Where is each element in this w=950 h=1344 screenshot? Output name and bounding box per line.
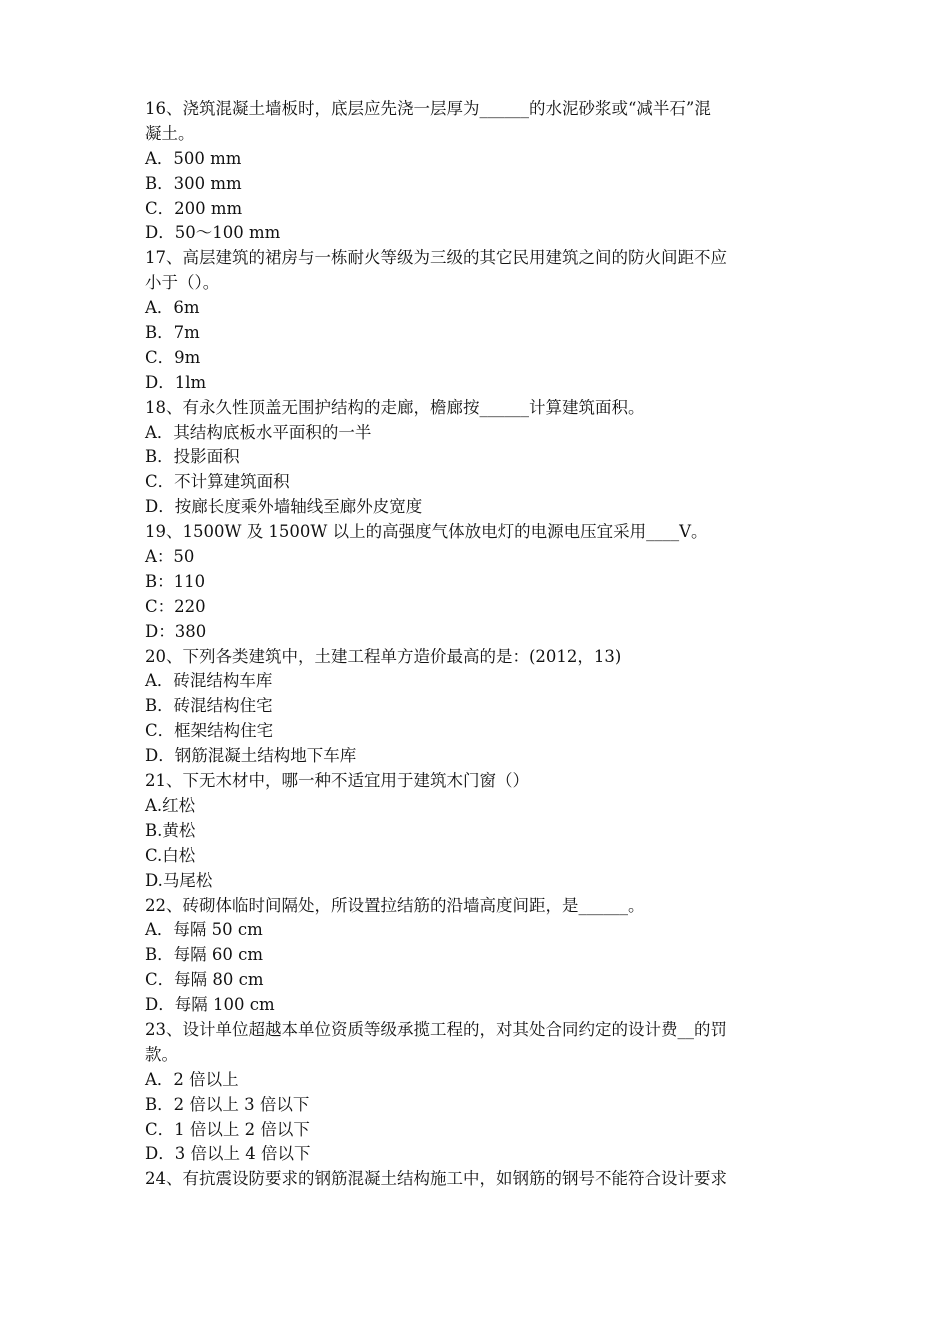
text-line: B.黄松 [145,820,196,840]
text-line: D.马尾松 [145,870,213,890]
text-line: 款。 [145,1044,178,1064]
text-line: A．500 mm [145,148,242,168]
text-line: C．200 mm [145,198,243,218]
document-page [145,97,815,1192]
text-line: C．1 倍以上 2 倍以下 [145,1119,310,1139]
text-line: C．9m [145,347,201,367]
text-line: A．6m [145,298,200,318]
text-line: D．按廊长度乘外墙轴线至廊外皮宽度 [145,497,423,517]
text-line: 18、有永久性顶盖无围护结构的走廊，檐廊按______计算建筑面积。 [145,397,645,417]
text-line: C：220 [145,596,206,616]
text-line: B．每隔 60 cm [145,945,263,965]
text-line: B．300 mm [145,173,242,193]
text-line: 17、高层建筑的裙房与一栋耐火等级为三级的其它民用建筑之间的防火间距不应 [145,248,727,268]
text-line: 24、有抗震设防要求的钢筋混凝土结构施工中，如钢筋的钢号不能符合设计要求 [145,1169,727,1189]
text-line: B：110 [145,571,206,591]
text-line: C．框架结构住宅 [145,721,274,741]
text-line: D．1lm [145,372,207,392]
text-line: D．钢筋混凝土结构地下车库 [145,746,357,766]
text-line: 16、浇筑混凝土墙板时，底层应先浇一层厚为______的水泥砂浆或“减半石”混 [145,99,711,118]
text-line: D．50～100 mm [145,223,281,243]
text-line: 21、下无木材中，哪一种不适宜用于建筑木门窗（） [145,771,529,791]
text-line: D：380 [145,621,207,641]
text-line: C．每隔 80 cm [145,970,264,990]
text-line: A．每隔 50 cm [145,920,263,940]
text-line: 小于（）。 [145,273,220,293]
text-line: 22、砖砌体临时间隔处，所设置拉结筋的沿墙高度间距，是______。 [145,895,645,915]
text-line: C．不计算建筑面积 [145,472,290,492]
text-line: 凝土。 [145,123,195,143]
text-line: A．2 倍以上 [145,1069,239,1089]
text-line: B．砖混结构住宅 [145,696,273,716]
text-line: A：50 [145,547,195,567]
text-line: A．其结构底板水平面积的一半 [145,422,372,442]
text-line: D．3 倍以上 4 倍以下 [145,1144,311,1164]
text-line: 23、设计单位超越本单位资质等级承揽工程的，对其处合同约定的设计费__的罚 [145,1019,727,1039]
text-line: 19、1500W 及 1500W 以上的高强度气体放电灯的电源电压宜采用____V。 [145,522,708,542]
text-line: B．7m [145,323,200,343]
text-line: A.红松 [145,795,196,815]
text-line: A．砖混结构车库 [145,671,273,691]
text-line: D．每隔 100 cm [145,995,275,1015]
text-line: 20、下列各类建筑中，土建工程单方造价最高的是：(2012，13) [145,646,622,666]
text-line: C.白松 [145,845,196,865]
text-line: B．投影面积 [145,447,240,467]
text-line: B．2 倍以上 3 倍以下 [145,1094,310,1114]
